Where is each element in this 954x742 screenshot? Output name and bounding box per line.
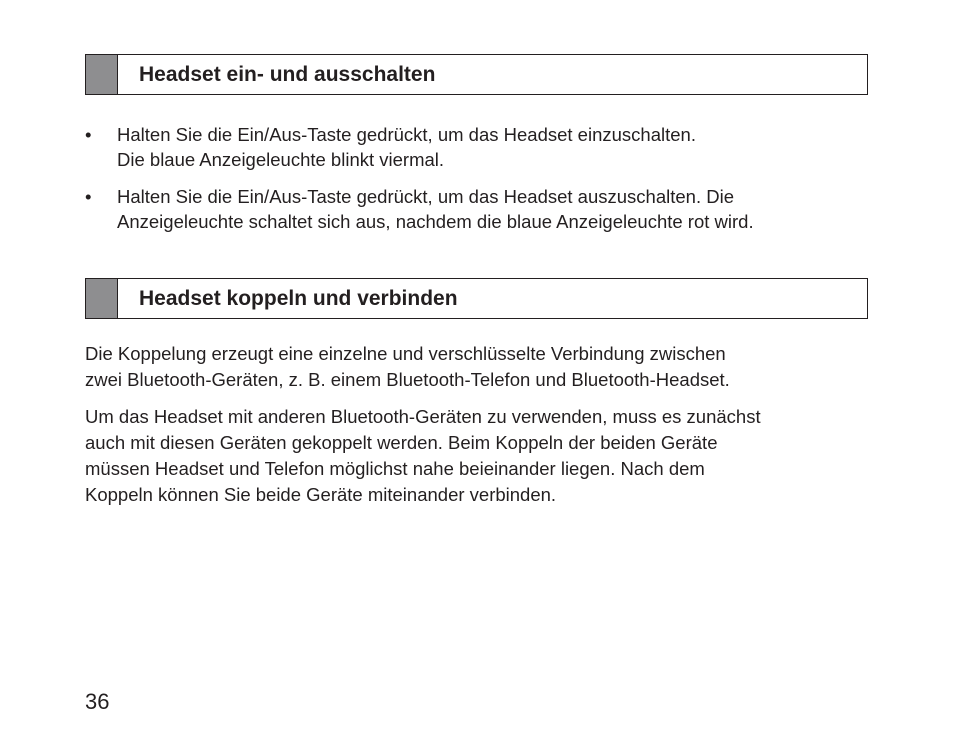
section-title: Headset koppeln und verbinden: [139, 287, 458, 310]
section-marker: [86, 55, 118, 94]
paragraph: [85, 341, 885, 393]
paragraph: [85, 404, 885, 508]
text-line: Die Koppelung erzeugt eine einzelne und verschlüsselte Verbindung zwischen: [85, 343, 726, 364]
list-item: [85, 184, 885, 234]
section-title: Headset ein- und ausschalten: [139, 63, 436, 86]
text-line: Anzeigeleuchte schaltet sich aus, nachdem die blaue Anzeigeleuchte rot wird.: [117, 211, 754, 232]
bullet-symbol: •: [85, 186, 92, 207]
text-line: müssen Headset und Telefon möglichst nahe beieinander liegen. Nach dem: [85, 458, 705, 479]
section-marker: [86, 279, 118, 318]
text-line: Halten Sie die Ein/Aus-Taste gedrückt, um das Headset einzuschalten.: [117, 124, 696, 145]
text-line: auch mit diesen Geräten gekoppelt werden. Beim Koppeln der beiden Geräte: [85, 432, 718, 453]
text-line: zwei Bluetooth-Geräten, z. B. einem Bluetooth-Telefon und Bluetooth-Headset.: [85, 369, 730, 390]
power-instructions-list: [85, 122, 885, 246]
text-line: Die blaue Anzeigeleuchte blinkt viermal.: [117, 149, 445, 170]
bullet-symbol: •: [85, 124, 92, 145]
text-line: Um das Headset mit anderen Bluetooth-Geräten zu verwenden, muss es zunächst: [85, 406, 761, 427]
page-number: 36: [85, 689, 110, 714]
list-item: [85, 122, 885, 172]
section-header-pairing: [85, 278, 868, 319]
text-line: Koppeln können Sie beide Geräte miteinander verbinden.: [85, 484, 557, 505]
section-header-power: [85, 54, 868, 95]
text-line: Halten Sie die Ein/Aus-Taste gedrückt, um das Headset auszuschalten. Die: [117, 186, 734, 207]
